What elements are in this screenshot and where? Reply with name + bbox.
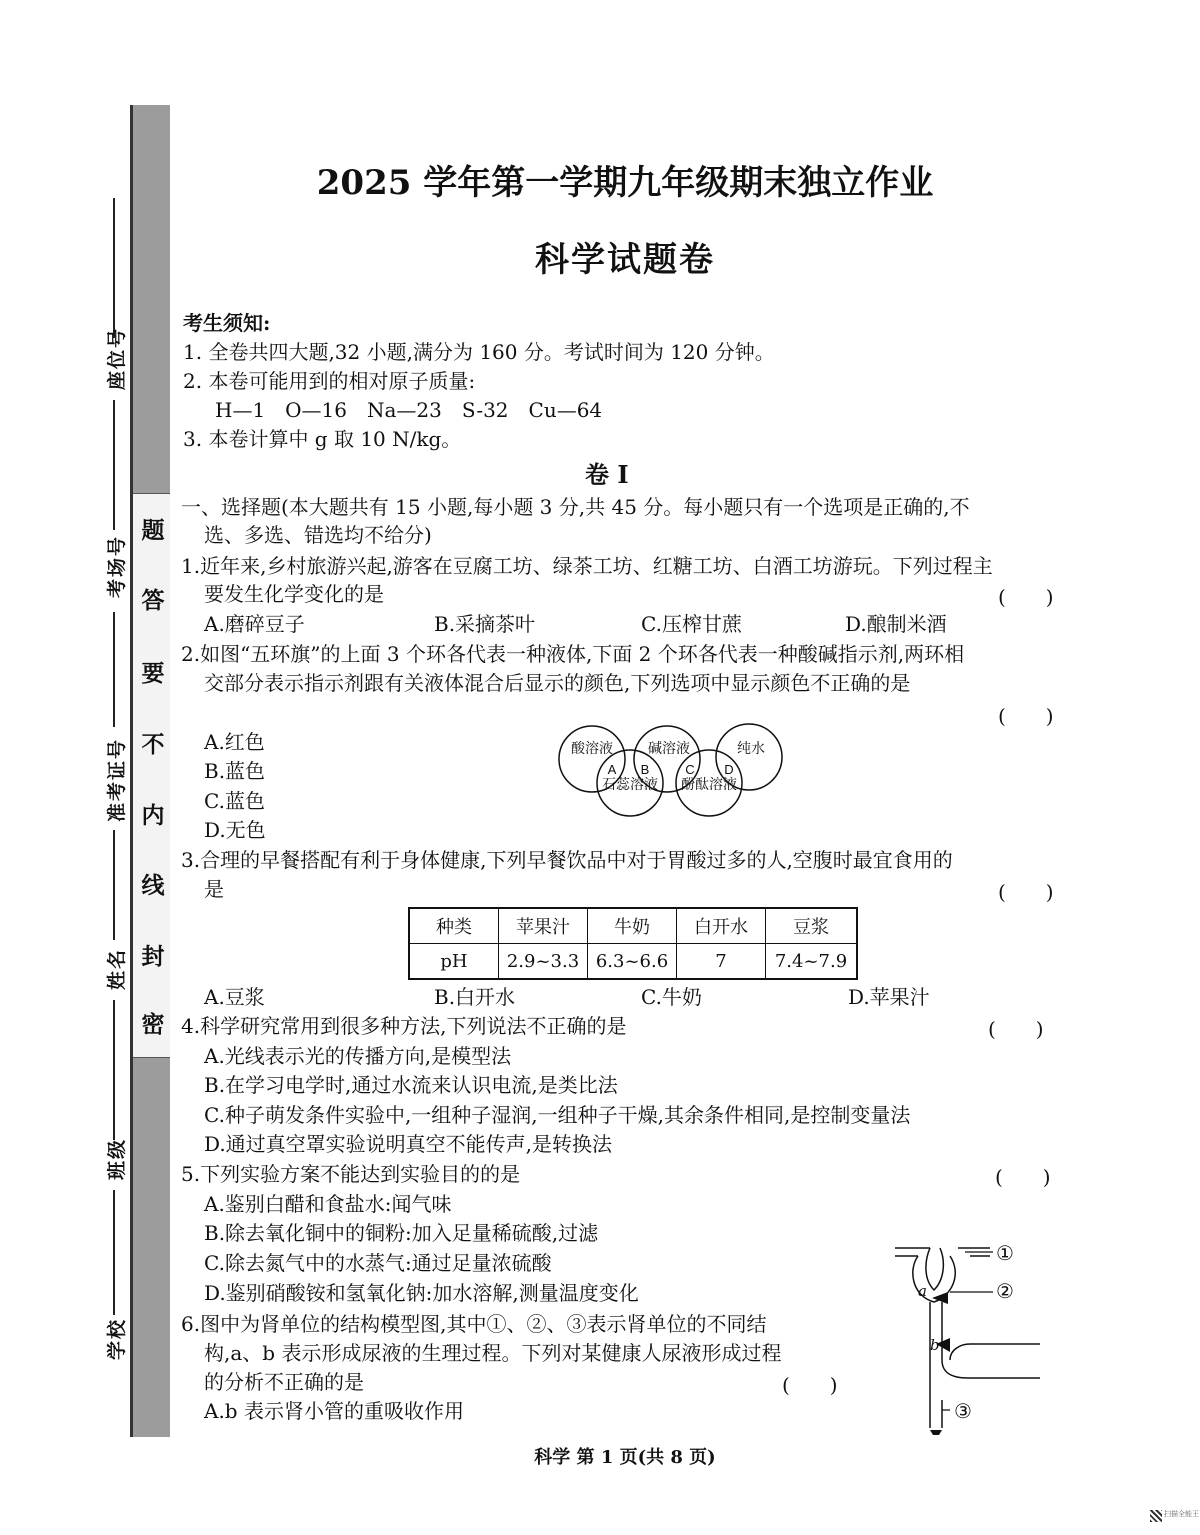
seal-char: 封 bbox=[141, 944, 165, 970]
figure-label-3: ③ bbox=[954, 1399, 972, 1423]
table-row bbox=[409, 908, 857, 944]
q6-answer-blank[interactable]: ( ) bbox=[782, 1373, 838, 1397]
table-header-cell: 牛奶 bbox=[588, 908, 677, 944]
nephron-figure bbox=[890, 1240, 1040, 1435]
ring-label: 酸溶液 bbox=[571, 740, 613, 756]
section-heading: 一、选择题(本大题共有 15 小题,每小题 3 分,共 45 分。每小题只有一个选项是正确的,不 bbox=[181, 495, 970, 519]
ph-table bbox=[408, 907, 858, 980]
table-row bbox=[409, 944, 857, 980]
notice-item: 1. 全卷共四大题,32 小题,满分为 160 分。考试时间为 120 分钟。 bbox=[183, 340, 775, 364]
seal-notice-band bbox=[133, 493, 170, 1058]
q3-option-c: C.牛奶 bbox=[641, 985, 702, 1009]
school-label: 学校 bbox=[106, 1317, 128, 1360]
table-cell: 6.3~6.6 bbox=[588, 944, 677, 980]
figure-label-a: a bbox=[918, 1282, 927, 1300]
q3-option-b: B.白开水 bbox=[434, 985, 516, 1009]
q5-stem: 5.下列实验方案不能达到实验目的的是 bbox=[181, 1162, 521, 1186]
seal-char: 要 bbox=[141, 661, 165, 687]
name-label: 姓名 bbox=[106, 947, 128, 990]
seal-char: 密 bbox=[141, 1012, 165, 1038]
q1-option-b: B.采摘茶叶 bbox=[434, 612, 536, 636]
ring-letter: D bbox=[724, 762, 734, 777]
q3-option-d: D.苹果汁 bbox=[848, 985, 930, 1009]
q1-option-d: D.酿制米酒 bbox=[845, 612, 947, 636]
table-cell: 7 bbox=[677, 944, 766, 980]
ring-label: 石蕊溶液 bbox=[602, 776, 658, 792]
q2-stem: 2.如图“五环旗”的上面 3 个环各代表一种液体,下面 2 个环各代表一种酸碱指示剂,两环相 bbox=[181, 642, 965, 666]
section-heading-cont: 选、多选、错选均不给分) bbox=[204, 523, 432, 547]
q5-option-d: D.鉴别硝酸铵和氢氧化钠:加水溶解,测量温度变化 bbox=[204, 1281, 639, 1305]
seal-char: 不 bbox=[141, 732, 165, 758]
q2-option-d: D.无色 bbox=[204, 818, 266, 842]
q1-option-a: A.磨碎豆子 bbox=[204, 612, 305, 636]
ring-label: 酚酞溶液 bbox=[681, 776, 737, 792]
page-subtitle: 科学试题卷 bbox=[535, 240, 715, 280]
q4-answer-blank[interactable]: ( ) bbox=[988, 1017, 1044, 1041]
table-cell: 2.9~3.3 bbox=[499, 944, 588, 980]
ring-letter: A bbox=[607, 762, 617, 777]
table-cell: pH bbox=[409, 944, 499, 980]
q1-stem-cont: 要发生化学变化的是 bbox=[204, 582, 384, 606]
school-line bbox=[113, 1190, 115, 1315]
ring-label: 纯水 bbox=[737, 740, 765, 756]
q6-stem-cont: 构,a、b 表示形成尿液的生理过程。下列对某健康人尿液形成过程 bbox=[204, 1341, 782, 1365]
q6-option-a: A.b 表示肾小管的重吸收作用 bbox=[204, 1399, 464, 1423]
q1-answer-blank[interactable]: ( ) bbox=[998, 585, 1054, 609]
name-line bbox=[113, 830, 115, 940]
q4-option-b: B.在学习电学时,通过水流来认识电流,是类比法 bbox=[204, 1073, 618, 1097]
figure-label-2: ② bbox=[996, 1279, 1014, 1303]
q6-stem-cont: 的分析不正确的是 bbox=[204, 1370, 364, 1394]
exam-room-line bbox=[113, 400, 115, 530]
q3-answer-blank[interactable]: ( ) bbox=[998, 880, 1054, 904]
q1-stem: 1.近年来,乡村旅游兴起,游客在豆腐工坊、绿茶工坊、红糖工坊、白酒工坊游玩。下列过程主 bbox=[181, 554, 993, 578]
seal-char: 题 bbox=[141, 518, 165, 544]
table-header-cell: 白开水 bbox=[677, 908, 766, 944]
q5-option-a: A.鉴别白醋和食盐水:闻气味 bbox=[204, 1192, 452, 1216]
scanner-watermark: 扫描全能王 bbox=[1164, 1510, 1199, 1518]
q6-stem: 6.图中为肾单位的结构模型图,其中①、②、③表示肾单位的不同结 bbox=[181, 1312, 767, 1336]
table-cell: 7.4~7.9 bbox=[766, 944, 858, 980]
notice-heading: 考生须知: bbox=[183, 311, 271, 335]
table-header-cell: 种类 bbox=[409, 908, 499, 944]
volume-heading: 卷 I bbox=[585, 460, 629, 489]
ticket-number-label: 准考证号 bbox=[106, 737, 128, 822]
ring-letter: C bbox=[685, 762, 695, 777]
q2-option-b: B.蓝色 bbox=[204, 759, 266, 783]
table-header-cell: 苹果汁 bbox=[499, 908, 588, 944]
q2-stem-cont: 交部分表示指示剂跟有关液体混合后显示的颜色,下列选项中显示颜色不正确的是 bbox=[204, 671, 911, 695]
five-rings-figure bbox=[555, 722, 795, 822]
atomic-masses: H—1 O—16 Na—23 S-32 Cu—64 bbox=[215, 398, 603, 422]
q4-option-c: C.种子萌发条件实验中,一组种子湿润,一组种子干燥,其余条件相同,是控制变量法 bbox=[204, 1103, 911, 1127]
page-footer: 科学 第 1 页(共 8 页) bbox=[534, 1447, 716, 1468]
figure-label-b: b bbox=[930, 1336, 940, 1354]
seal-char: 答 bbox=[141, 588, 165, 614]
notice-item: 3. 本卷计算中 g 取 10 N/kg。 bbox=[183, 427, 462, 451]
class-label: 班级 bbox=[106, 1137, 128, 1180]
q3-stem-cont: 是 bbox=[204, 877, 224, 901]
q2-option-a: A.红色 bbox=[204, 730, 265, 754]
ticket-number-line bbox=[113, 612, 115, 727]
q4-stem: 4.科学研究常用到很多种方法,下列说法不正确的是 bbox=[181, 1014, 627, 1038]
table-header-cell: 豆浆 bbox=[766, 908, 858, 944]
q2-answer-blank[interactable]: ( ) bbox=[998, 704, 1054, 728]
seal-char: 线 bbox=[141, 873, 165, 899]
q5-option-c: C.除去氮气中的水蒸气:通过足量浓硫酸 bbox=[204, 1251, 552, 1275]
ring-letter: B bbox=[640, 762, 650, 777]
q2-option-c: C.蓝色 bbox=[204, 789, 265, 813]
ring-label: 碱溶液 bbox=[648, 740, 690, 756]
seal-char: 内 bbox=[141, 803, 165, 829]
q4-option-a: A.光线表示光的传播方向,是模型法 bbox=[204, 1044, 512, 1068]
q3-option-a: A.豆浆 bbox=[204, 985, 265, 1009]
notice-item: 2. 本卷可能用到的相对原子质量: bbox=[183, 369, 476, 393]
q5-answer-blank[interactable]: ( ) bbox=[995, 1165, 1051, 1189]
q5-option-b: B.除去氧化铜中的铜粉:加入足量稀硫酸,过滤 bbox=[204, 1221, 599, 1245]
figure-label-1: ① bbox=[996, 1241, 1014, 1265]
exam-room-label: 考场号 bbox=[106, 534, 128, 598]
q3-stem: 3.合理的早餐搭配有利于身体健康,下列早餐饮品中对于胃酸过多的人,空腹时最宜食用的 bbox=[181, 848, 953, 872]
class-line bbox=[113, 1000, 115, 1140]
q1-option-c: C.压榨甘蔗 bbox=[641, 612, 742, 636]
q4-option-d: D.通过真空罩实验说明真空不能传声,是转换法 bbox=[204, 1132, 613, 1156]
seat-number-label: 座位号 bbox=[106, 326, 128, 390]
qr-code-icon bbox=[1150, 1510, 1162, 1522]
page-title: 2025 学年第一学期九年级期末独立作业 bbox=[316, 163, 934, 203]
